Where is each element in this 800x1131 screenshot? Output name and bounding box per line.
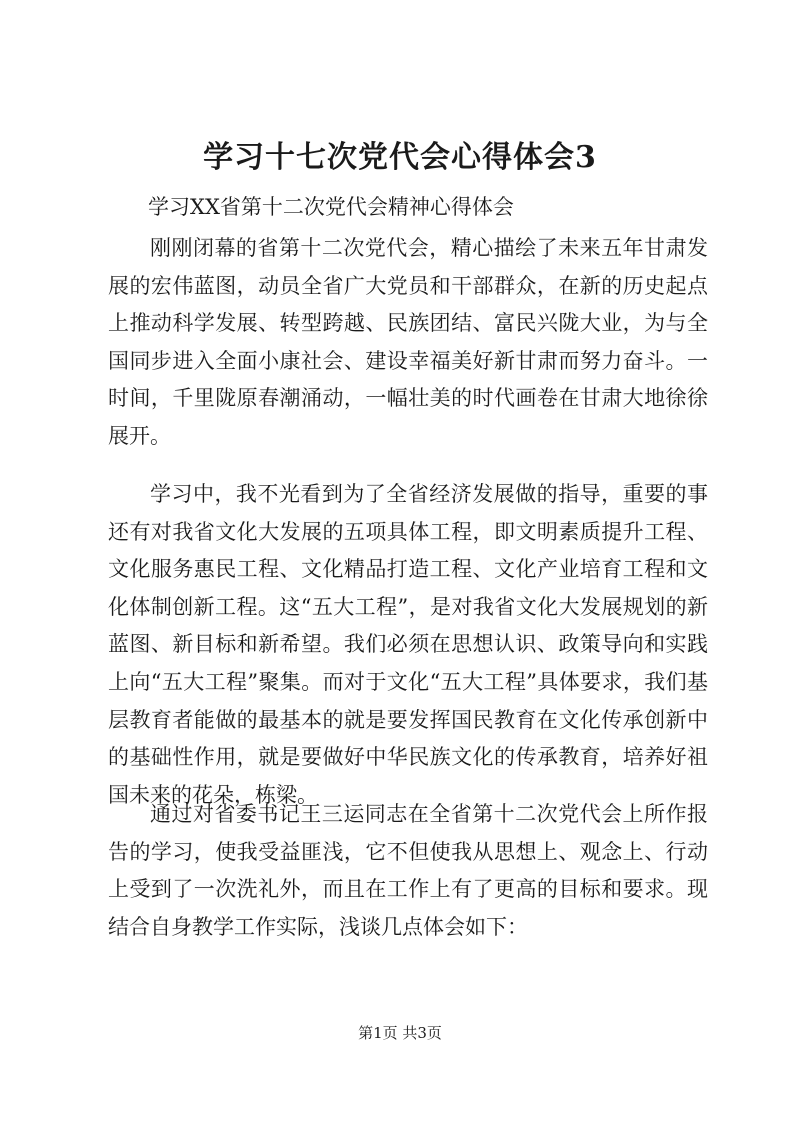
body-paragraph-2: 学习中，我不光看到为了全省经济发展做的指导，重要的事还有对我省文化大发展的五项具体工程，即文明素质提升工程、文化服务惠民工程、文化精品打造工程、文化产业培育工程和文化体制创新工程。这“五大工程”，是对我省文化大发展规划的新蓝图、新目标和新希望。我们必须在思想认识、政策导向和实践上向“五大工程”聚集。而对于文化“五大工程”具体要求，我们基层教育者能做的最基本的就是要发挥国民教育在文化传承创新中的基础性作用，就是要做好中华民族文化的传承教育，培养好祖国未来的花朵，栋梁。 — [108, 482, 708, 807]
body-paragraph-1: 刚刚闭幕的省第十二次党代会，精心描绘了未来五年甘肃发展的宏伟蓝图，动员全省广大党员和干部群众，在新的历史起点上推动科学发展、转型跨越、民族团结、富民兴陇大业，为与全国同步进入全面小康社会、建设幸福美好新甘肃而努力奋斗。一时间，千里陇原春潮涌动，一幅壮美的时代画卷在甘肃大地徐徐展开。 — [108, 236, 708, 448]
body-paragraph-3: 通过对省委书记王三运同志在全省第十二次党代会上所作报告的学习，使我受益匪浅，它不但使我从思想上、观念上、行动上受到了一次洗礼外，而且在工作上有了更高的目标和要求。现结合自身教学工作实际，浅谈几点体会如下： — [108, 802, 708, 939]
document-subtitle: 学习XX省第十二次党代会精神心得体会 — [148, 195, 514, 219]
page-number-footer: 第1页 共3页 — [358, 1024, 442, 1042]
document-title: 学习十七次党代会心得体会3 — [203, 140, 597, 175]
